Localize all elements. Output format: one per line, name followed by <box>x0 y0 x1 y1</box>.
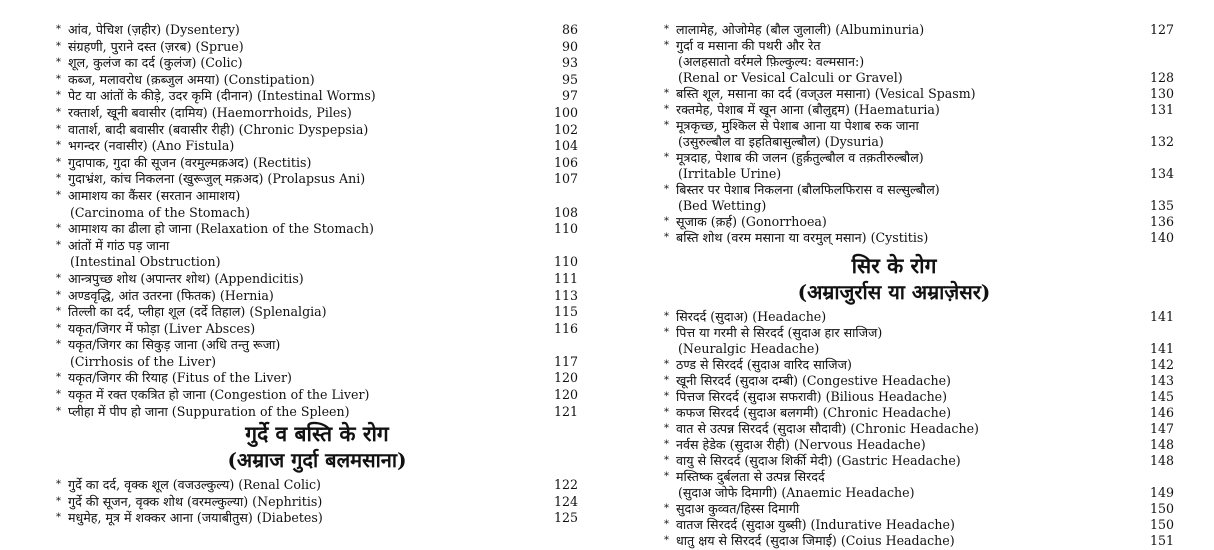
index-entry <box>56 304 578 321</box>
index-entry <box>56 321 578 338</box>
index-entry <box>56 238 578 255</box>
index-entry <box>664 485 1174 501</box>
bullet-star-icon: * <box>56 140 61 152</box>
entry-page-number: 124 <box>553 493 578 509</box>
entry-page-number: 93 <box>561 55 578 71</box>
index-entry <box>664 501 1174 517</box>
index-entry <box>56 221 578 238</box>
index-entry <box>664 309 1174 325</box>
index-entry <box>56 22 578 39</box>
index-entry <box>664 405 1174 421</box>
index-entry <box>664 134 1174 150</box>
entry-page-number: 120 <box>553 370 578 386</box>
index-entry <box>664 421 1174 437</box>
entry-title: ठण्ड से सिरदर्द (सुदाअ वारिद साजिज) <box>676 357 852 372</box>
bullet-star-icon: * <box>56 57 61 69</box>
entry-title: वातज सिरदर्द (सुदाअ युब्सी) (Indurative Headache) <box>676 517 955 532</box>
bullet-star-icon: * <box>56 123 61 135</box>
index-entry <box>664 341 1174 357</box>
entry-page-number: 107 <box>553 171 578 187</box>
index-entry <box>56 105 578 122</box>
entry-page-number: 140 <box>1149 230 1174 245</box>
entry-title: गुर्दा व मसाना की पथरी और रेत <box>676 38 821 53</box>
bullet-star-icon: * <box>56 40 61 52</box>
section-subheading-head-diseases: (अम्राजुर्रास या अम्राजे़सर) <box>797 280 991 304</box>
index-entry <box>56 155 578 172</box>
entry-title: (Carcinoma of the Stomach) <box>70 204 250 220</box>
entry-title: रक्तार्श, खूनी बवासीर (दामिय) (Haemorrhoids, Piles) <box>68 104 352 120</box>
entry-title: मस्तिष्क दुर्बलता से उत्पन्न सिरदर्द <box>676 469 825 484</box>
index-entry <box>664 70 1174 86</box>
index-entry <box>664 166 1174 182</box>
index-entry <box>56 171 578 188</box>
entry-title: मूत्रदाह, पेशाब की जलन (हुर्क़तुल्बौल व तक़तीरुल्बौल) <box>676 150 924 165</box>
entry-title: (Cirrhosis of the Liver) <box>70 353 217 369</box>
entry-title: नर्वस हेडेक (सुदाअ रीही) (Nervous Headache) <box>676 437 926 452</box>
entry-title: (Irritable Urine) <box>678 166 782 181</box>
entry-page-number: 148 <box>1149 437 1174 452</box>
bullet-star-icon: * <box>664 88 669 99</box>
index-entry <box>56 39 578 56</box>
index-entry <box>664 230 1174 246</box>
bullet-star-icon: * <box>664 40 669 51</box>
bullet-star-icon: * <box>56 372 61 384</box>
bullet-star-icon: * <box>664 375 669 386</box>
index-entry <box>56 138 578 155</box>
entry-title: भगन्दर (नवासीर) (Ano Fistula) <box>68 138 235 154</box>
entry-title: अण्डवृद्धि, आंत उतरना (फितक) (Hernia) <box>68 287 274 303</box>
bullet-star-icon: * <box>664 439 669 450</box>
entry-page-number: 117 <box>553 353 578 369</box>
index-entry <box>56 188 578 205</box>
entry-page-number: 150 <box>1149 517 1174 532</box>
bullet-star-icon: * <box>56 73 61 85</box>
index-entry <box>664 118 1174 134</box>
entry-title: कफज सिरदर्द (सुदाअ बलगमी) (Chronic Headache) <box>676 405 952 420</box>
entry-title: प्लीहा में पीप हो जाना (Suppuration of the Spleen) <box>68 403 350 419</box>
entry-page-number: 104 <box>553 138 578 154</box>
entry-page-number: 142 <box>1149 357 1174 372</box>
index-entry <box>56 55 578 72</box>
index-entry <box>56 205 578 222</box>
bullet-star-icon: * <box>56 106 61 118</box>
bullet-star-icon: * <box>56 389 61 401</box>
entry-page-number: 100 <box>553 104 578 120</box>
entry-page-number: 90 <box>561 38 578 54</box>
section-subheading-kidney-bladder: (अम्राज गुर्दा बलमसाना) <box>227 448 407 473</box>
entry-title: यकृत/जिगर की रियाह (Fitus of the Liver) <box>68 370 292 386</box>
entry-title: पित्तज सिरदर्द (सुदाअ सफरावी) (Bilious Headache) <box>676 389 948 404</box>
index-entry <box>664 373 1174 389</box>
entry-title: (Neuralgic Headache) <box>678 341 820 356</box>
entry-title: बस्ति शूल, मसाना का दर्द (वज्उल मसाना) (Vesical Spasm) <box>676 86 976 101</box>
entry-page-number: 95 <box>561 71 578 87</box>
entry-title: वातार्श, बादी बवासीर (बवासीर रीही) (Chronic Dyspepsia) <box>68 121 369 137</box>
entry-page-number: 141 <box>1149 341 1174 356</box>
section-heading-head-diseases: सिर के रोग <box>851 253 937 278</box>
entry-page-number: 131 <box>1149 102 1174 117</box>
right-index-column <box>664 22 1174 549</box>
entry-page-number: 128 <box>1149 70 1174 85</box>
bullet-star-icon: * <box>664 407 669 418</box>
index-entry <box>56 354 578 371</box>
bullet-star-icon: * <box>664 519 669 530</box>
index-entry <box>664 453 1174 469</box>
index-entry <box>664 38 1174 54</box>
entry-title: (अलहसातो वर्रमले फ़िल्कुल्य: वल्मसान:) <box>678 54 865 69</box>
index-entry <box>664 150 1174 166</box>
entry-title: तिल्ली का दर्द, प्लीहा शूल (दर्दे तिहाल) (Splenalgia) <box>68 304 327 320</box>
entry-title: गुदाभ्रंश, कांच निकलना (खुरूजुल् मक़अद) (Prolapsus Ani) <box>68 171 366 187</box>
entry-page-number: 110 <box>553 254 578 270</box>
index-entry <box>664 214 1174 230</box>
right-entries-bottom <box>664 309 1174 549</box>
entry-page-number: 143 <box>1149 373 1174 388</box>
entry-page-number: 135 <box>1149 198 1174 213</box>
entry-page-number: 132 <box>1149 134 1174 149</box>
entry-title: आमाशय का कैंसर (सरतान आमाशय) <box>68 187 241 203</box>
entry-page-number: 116 <box>553 320 578 336</box>
entry-page-number: 151 <box>1149 533 1174 548</box>
bullet-star-icon: * <box>56 322 61 334</box>
bullet-star-icon: * <box>664 455 669 466</box>
entry-title: गुर्दे का दर्द, वृक्क शूल (वजउल्कुल्य) (Renal Colic) <box>68 477 321 493</box>
bullet-star-icon: * <box>664 232 669 243</box>
entry-title: लालामेह, ओजोमेह (बौल जुलाली) (Albuminuria) <box>676 22 925 37</box>
entry-page-number: 108 <box>553 204 578 220</box>
bullet-star-icon: * <box>664 216 669 227</box>
index-entry <box>56 477 578 494</box>
entry-title: बस्ति शोथ (वरम मसाना या वरमुल् मसान) (Cystitis) <box>676 230 929 245</box>
entry-title: संग्रहणी, पुराने दस्त (ज़रब) (Sprue) <box>68 38 244 54</box>
bullet-star-icon: * <box>664 391 669 402</box>
entry-title: धातु क्षय से सिरदर्द (सुदाअ जिमाई) (Coius Headache) <box>676 533 955 548</box>
left-index-column <box>56 22 578 527</box>
bullet-star-icon: * <box>664 503 669 514</box>
entry-page-number: 102 <box>553 121 578 137</box>
index-entry <box>664 437 1174 453</box>
bullet-star-icon: * <box>56 156 61 168</box>
entry-title: आंव, पेचिश (ज़हीर) (Dysentery) <box>68 22 240 37</box>
entry-page-number: 149 <box>1149 485 1174 500</box>
entry-title: मूत्रकृच्छ, मुश्किल से पेशाब आना या पेशाब रुक जाना <box>676 118 919 133</box>
bullet-star-icon: * <box>56 339 61 351</box>
entry-title: सुदाअ कुव्वत/हिस्स दिमागी <box>676 501 800 516</box>
entry-title: शूल, कुलंज का दर्द (कुलंज) (Colic) <box>68 55 243 71</box>
entry-title: यकृत/जिगर में फोड़ा (Liver Absces) <box>68 320 256 336</box>
entry-page-number: 145 <box>1149 389 1174 404</box>
bullet-star-icon: * <box>664 535 669 546</box>
bullet-star-icon: * <box>56 289 61 301</box>
bullet-star-icon: * <box>56 223 61 235</box>
bullet-star-icon: * <box>56 173 61 185</box>
index-entry <box>664 198 1174 214</box>
index-entry <box>56 72 578 89</box>
index-entry <box>664 182 1174 198</box>
entry-title: आन्त्रपुच्छ शोथ (अपान्तर शोथ) (Appendicitis) <box>68 270 304 286</box>
index-entry <box>664 22 1174 38</box>
entry-page-number: 111 <box>553 270 578 286</box>
entry-page-number: 127 <box>1149 22 1174 37</box>
index-entry <box>56 88 578 105</box>
index-entry <box>664 102 1174 118</box>
bullet-star-icon: * <box>56 405 61 417</box>
entry-page-number: 125 <box>553 510 578 526</box>
entry-title: यकृत में रक्त एकत्रित हो जाना (Congestion of the Liver) <box>68 387 370 403</box>
bullet-star-icon: * <box>664 24 669 35</box>
bullet-star-icon: * <box>664 471 669 482</box>
bullet-star-icon: * <box>664 152 669 163</box>
section-heading-kidney-bladder: गुर्दे व बस्ति के रोग <box>245 421 389 447</box>
index-entry <box>664 54 1174 70</box>
entry-title: (Bed Wetting) <box>678 198 767 213</box>
entry-page-number: 121 <box>553 403 578 419</box>
entry-page-number: 106 <box>553 154 578 170</box>
bullet-star-icon: * <box>56 479 61 491</box>
entry-title: मधुमेह, मूत्र में शक्कर आना (जयाबीतुस) (Diabetes) <box>68 510 323 526</box>
entry-title: रक्तमेह, पेशाब में खून आना (बौलुद्दम) (Haematuria) <box>676 102 940 117</box>
entry-title: (उसुरुल्बौल वा इहतिबासुल्बौल) (Dysuria) <box>678 134 884 149</box>
index-entry <box>56 494 578 511</box>
bullet-star-icon: * <box>56 239 61 251</box>
entry-title: खूनी सिरदर्द (सुदाअ दम्बी) (Congestive Headache) <box>676 373 951 388</box>
entry-page-number: 122 <box>553 477 578 493</box>
index-entry <box>664 86 1174 102</box>
entry-title: (Renal or Vesical Calculi or Gravel) <box>678 70 903 85</box>
bullet-star-icon: * <box>56 495 61 507</box>
entry-title: सूजाक (क़र्ह) (Gonorrhoea) <box>676 214 827 229</box>
bullet-star-icon: * <box>56 306 61 318</box>
bullet-star-icon: * <box>664 423 669 434</box>
bullet-star-icon: * <box>664 120 669 131</box>
bullet-star-icon: * <box>664 104 669 115</box>
entry-page-number: 86 <box>561 22 578 37</box>
entry-title: सिरदर्द (सुदाअ) (Headache) <box>676 309 827 324</box>
index-entry <box>56 387 578 404</box>
entry-title: वात से उत्पन्न सिरदर्द (सुदाअ सौदावी) (Chronic Headache) <box>676 421 979 436</box>
bullet-star-icon: * <box>56 512 61 524</box>
index-entry <box>56 370 578 387</box>
entry-title: (Intestinal Obstruction) <box>70 254 221 270</box>
entry-title: (सुदाअ जोफे दिमागी) (Anaemic Headache) <box>678 485 915 500</box>
index-entry <box>56 337 578 354</box>
bullet-star-icon: * <box>56 24 61 35</box>
entry-page-number: 115 <box>553 304 578 320</box>
entry-title: वायु से सिरदर्द (सुदाअ शिर्की मेदी) (Gastric Headache) <box>676 453 961 468</box>
entry-page-number: 110 <box>553 221 578 237</box>
entry-page-number: 150 <box>1149 501 1174 516</box>
entry-title: गुदापाक, गुदा की सूजन (वरमुल्मक़अद) (Rectitis) <box>68 154 312 170</box>
bullet-star-icon: * <box>664 327 669 338</box>
entry-page-number: 134 <box>1149 166 1174 181</box>
entry-page-number: 97 <box>561 88 578 104</box>
left-entries-top <box>56 22 578 420</box>
left-entries-bottom <box>56 477 578 527</box>
index-entry <box>664 357 1174 373</box>
bullet-star-icon: * <box>664 311 669 322</box>
entry-title: आंतों में गांठ पड़ जाना <box>68 237 170 253</box>
index-entry <box>664 469 1174 485</box>
entry-title: कब्ज, मलावरोध (क़ब्जुल अमया) (Constipation) <box>68 71 315 87</box>
bullet-star-icon: * <box>56 272 61 284</box>
index-entry <box>56 254 578 271</box>
bullet-star-icon: * <box>664 184 669 195</box>
bullet-star-icon: * <box>56 90 61 102</box>
index-entry <box>56 122 578 139</box>
entry-title: पेट या आंतों के कीड़े, उदर कृमि (दीनान) (Intestinal Worms) <box>68 88 376 104</box>
entry-title: आमाशय का ढीला हो जाना (Relaxation of the Stomach) <box>68 221 374 237</box>
index-entry <box>664 389 1174 405</box>
index-entry <box>56 288 578 305</box>
right-entries-top <box>664 22 1174 246</box>
index-entry <box>56 271 578 288</box>
entry-title: पित्त या गरमी से सिरदर्द (सुदाअ हार साजिज) <box>676 325 883 340</box>
bullet-star-icon: * <box>56 189 61 201</box>
entry-page-number: 141 <box>1149 309 1174 324</box>
index-entry <box>56 404 578 421</box>
index-entry <box>664 325 1174 341</box>
entry-page-number: 136 <box>1149 214 1174 229</box>
index-entry <box>56 510 578 527</box>
bullet-star-icon: * <box>664 359 669 370</box>
entry-title: गुर्दे की सूजन, वृक्क शोथ (वरमल्कुल्या) (Nephritis) <box>68 493 323 509</box>
entry-title: यकृत/जिगर का सिकुड़ जाना (अधि तन्तु रूजा) <box>68 337 281 353</box>
index-entry <box>664 517 1174 533</box>
entry-page-number: 147 <box>1149 421 1174 436</box>
entry-page-number: 148 <box>1149 453 1174 468</box>
entry-title: बिस्तर पर पेशाब निकलना (बौलफिलफिरास व सल्सुल्बौल) <box>676 182 940 197</box>
entry-page-number: 113 <box>553 287 578 303</box>
entry-page-number: 130 <box>1149 86 1174 101</box>
index-entry <box>664 533 1174 549</box>
entry-page-number: 146 <box>1149 405 1174 420</box>
entry-page-number: 120 <box>553 387 578 403</box>
